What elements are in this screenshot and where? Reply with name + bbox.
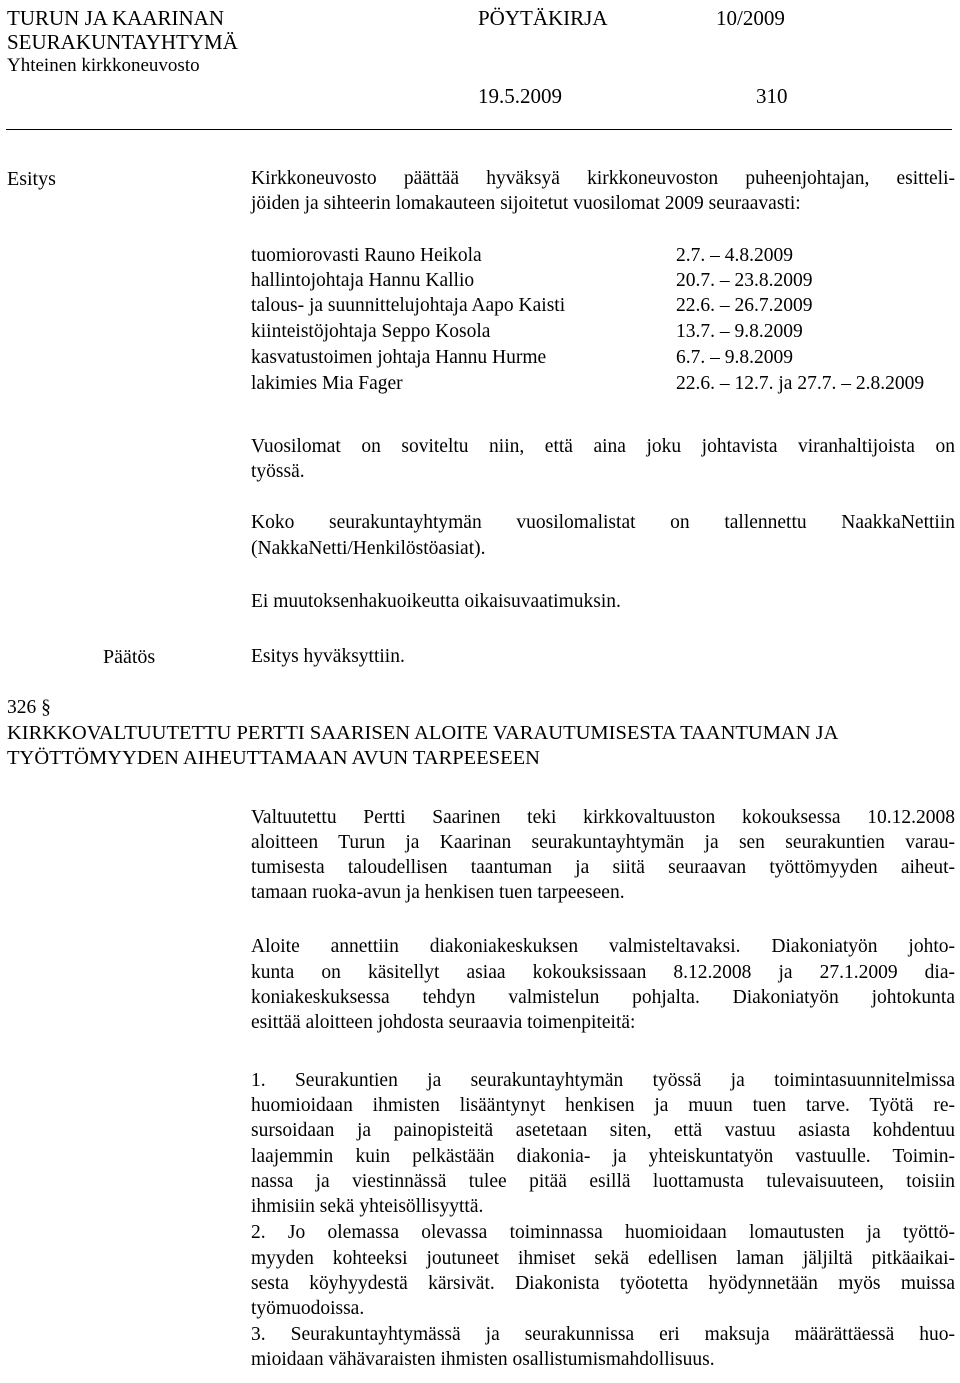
item1-line: sursoidaan ja painopisteitä asetetaan siten, että vastuu asiasta kohdentuu xyxy=(251,1120,955,1141)
para2-line: Aloite annettiin diakoniakeskuksen valmisteltavaksi. Diakoniatyön johto- xyxy=(251,936,955,957)
page-number: 310 xyxy=(756,84,788,108)
vacation-person: tuomiorovasti Rauno Heikola xyxy=(251,245,482,266)
note1-line-2: työssä. xyxy=(251,461,305,482)
vacation-dates: 22.6. – 26.7.2009 xyxy=(676,295,813,316)
para2-line: esittää aloitteen johdosta seuraavia toimenpiteitä: xyxy=(251,1012,636,1033)
org-name-line2: SEURAKUNTAYHTYMÄ xyxy=(7,30,238,54)
doc-type: PÖYTÄKIRJA xyxy=(478,6,608,30)
paatos-label: Päätös xyxy=(103,646,156,668)
vacation-dates: 20.7. – 23.8.2009 xyxy=(676,270,813,291)
item1-line: 1. Seurakuntien ja seurakuntayhtymän työssä ja toimintasuunnitelmissa xyxy=(251,1070,955,1091)
intro-line-2: jöiden ja sihteerin lomakauteen sijoitetut vuosilomat 2009 seuraavasti: xyxy=(251,193,801,214)
para2-line: koniakeskuksessa tehdyn valmistelun pohjalta. Diakoniatyön johtokunta xyxy=(251,987,955,1008)
vacation-person: kasvatustoimen johtaja Hannu Hurme xyxy=(251,347,547,368)
section-title-line-2: TYÖTTÖMYYDEN AIHEUTTAMAAN AVUN TARPEESEEN xyxy=(7,747,540,769)
para1-line: tumisesta taloudellisen taantuman ja siitä seuraavan työttömyyden aiheut- xyxy=(251,857,955,878)
vacation-dates: 13.7. – 9.8.2009 xyxy=(676,321,803,342)
para1-line: tamaan ruoka-avun ja henkisen tuen tarpeeseen. xyxy=(251,882,625,903)
note2-line-1: Koko seurakuntayhtymän vuosilomalistat on tallennettu NaakkaNettiin xyxy=(251,512,955,533)
item3-line: mioidaan vähävaraisten ihmisten osallistumismahdollisuus. xyxy=(251,1349,715,1370)
section-number: 326 § xyxy=(7,697,51,718)
vacation-dates: 22.6. – 12.7. ja 27.7. – 2.8.2009 xyxy=(676,373,925,394)
note2-line-2: (NakkaNetti/Henkilöstöasiat). xyxy=(251,538,486,559)
item3-line: 3. Seurakuntayhtymässä ja seurakunnissa eri maksuja määrättäessä huo- xyxy=(251,1324,955,1345)
vacation-person: talous- ja suunnittelujohtaja Aapo Kaisti xyxy=(251,295,566,316)
item2-line: myyden kohteeksi joutuneet ihmiset sekä edellisen laman jäljiltä pitkäaikai- xyxy=(251,1248,955,1269)
org-name-line1: TURUN JA KAARINAN xyxy=(7,6,225,30)
header-rule xyxy=(6,129,952,130)
para2-line: kunta on käsitellyt asiaa kokouksissaan 8.12.2008 ja 27.1.2009 dia- xyxy=(251,962,955,983)
item1-line: huomioidaan ihmisten lisääntynyt henkisen ja muun tuen tarve. Työtä re- xyxy=(251,1095,955,1116)
para1-line: aloitteen Turun ja Kaarinan seurakuntayhtymän ja sen seurakuntien varau- xyxy=(251,832,955,853)
item1-line: laajemmin kuin pelkästään diakonia- ja yhteiskuntatyön vastuulle. Toimin- xyxy=(251,1146,955,1167)
item2-line: 2. Jo olemassa olevassa toiminnassa huomioidaan lomautusten ja työttö- xyxy=(251,1222,955,1243)
vacation-person: hallintojohtaja Hannu Kallio xyxy=(251,270,475,291)
intro-line-1: Kirkkoneuvosto päättää hyväksyä kirkkoneuvoston puheenjohtajan, esitteli- xyxy=(251,168,955,189)
paatos-text: Esitys hyväksyttiin. xyxy=(251,646,405,667)
meeting-date: 19.5.2009 xyxy=(478,84,562,108)
item2-line: sesta köyhyydestä kärsivät. Diakonista työotetta hyödynnetään myös muissa xyxy=(251,1273,955,1294)
para1-line: Valtuutettu Pertti Saarinen teki kirkkovaltuuston kokouksessa 10.12.2008 xyxy=(251,807,955,828)
vacation-dates: 2.7. – 4.8.2009 xyxy=(676,245,793,266)
item1-line: nassa ja viestinnässä tulee pitää esillä luottamusta tulevaisuuteen, toisiin xyxy=(251,1171,955,1192)
org-name-line3: Yhteinen kirkkoneuvosto xyxy=(7,55,200,76)
item1-line: ihmisiin sekä yhteisöllisyyttä. xyxy=(251,1196,484,1217)
appeal-notice: Ei muutoksenhakuoikeutta oikaisuvaatimuksin. xyxy=(251,591,621,612)
vacation-person: lakimies Mia Fager xyxy=(251,373,403,394)
item2-line: työmuodoissa. xyxy=(251,1298,365,1319)
esitys-label: Esitys xyxy=(7,168,56,190)
note1-line-1: Vuosilomat on soviteltu niin, että aina joku johtavista viranhaltijoista on xyxy=(251,436,955,457)
vacation-dates: 6.7. – 9.8.2009 xyxy=(676,347,793,368)
section-title-line-1: KIRKKOVALTUUTETTU PERTTI SAARISEN ALOITE VARAUTUMISESTA TAANTUMAN JA xyxy=(7,722,839,744)
doc-number: 10/2009 xyxy=(716,6,785,30)
vacation-person: kiinteistöjohtaja Seppo Kosola xyxy=(251,321,491,342)
